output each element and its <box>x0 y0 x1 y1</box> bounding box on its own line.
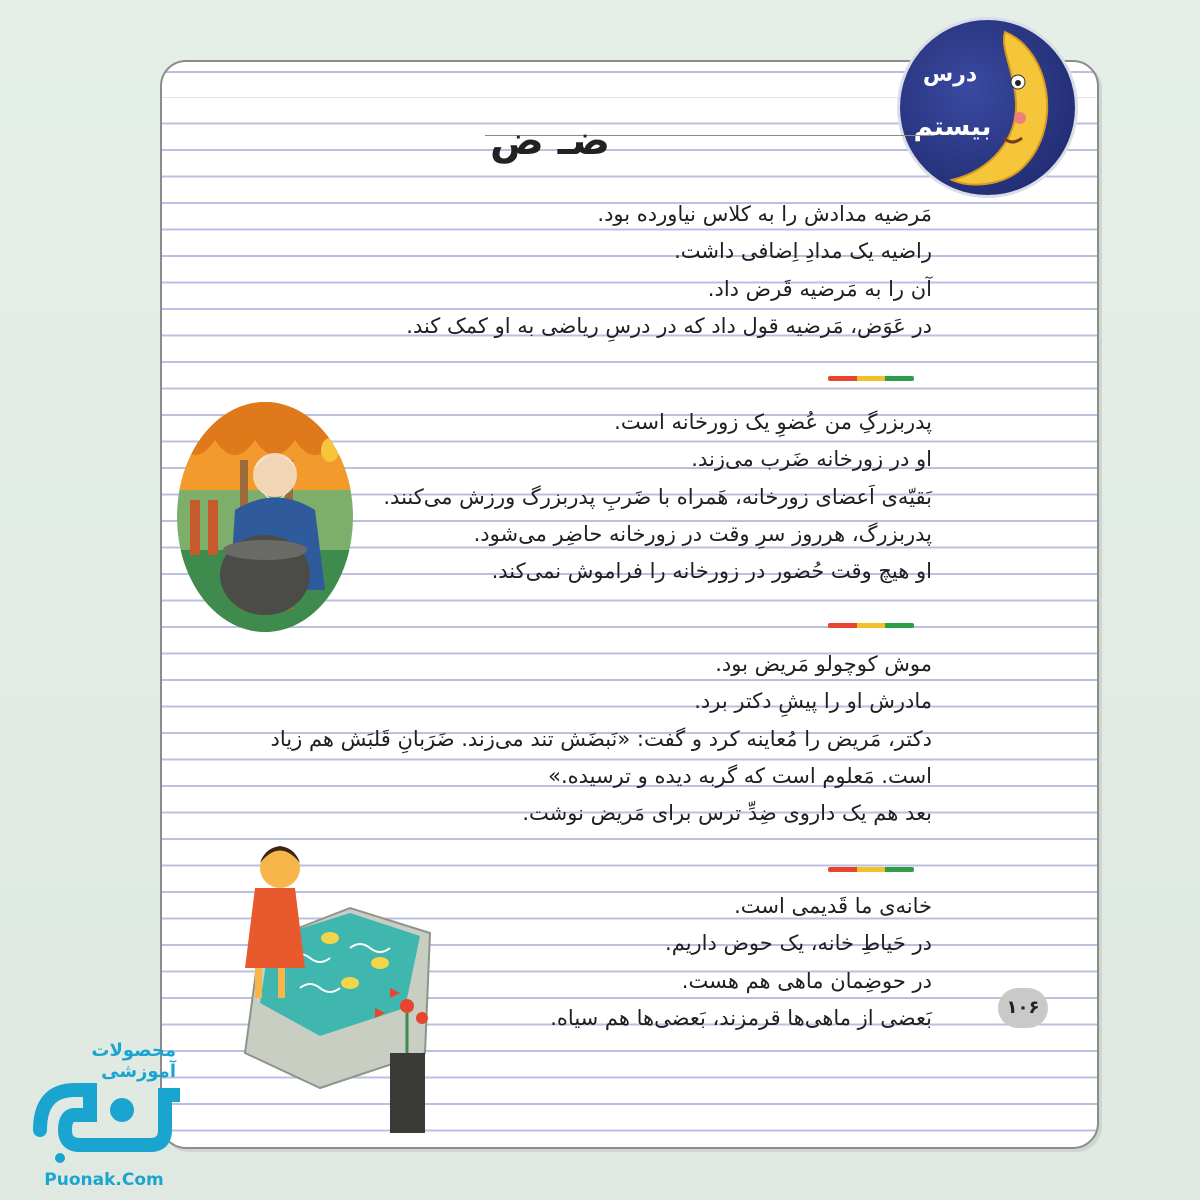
divider-yellow <box>857 623 886 628</box>
text-line: در عَوَض، مَرضیه قول داد که در درسِ ریاضی به او کمک کند. <box>406 313 932 338</box>
divider-yellow <box>857 867 886 872</box>
text-line: موش کوچولو مَریض بود. <box>715 652 932 676</box>
lesson-badge <box>900 20 1075 195</box>
text-line: راضیه یک مدادِ اِضافی داشت. <box>674 239 932 264</box>
section-divider <box>828 867 914 872</box>
brand-tagline: محصولات آموزشی <box>91 1040 176 1082</box>
text-line: پدربزرگِ من عُضوِ یک زورخانه است. <box>614 410 932 434</box>
text-line: خانه‌ی ما قَدیمی است. <box>734 894 932 918</box>
text-line: بَعضی از ماهی‌ها قرمزند، بَعضی‌ها هم سیاه. <box>550 1005 932 1030</box>
text-line: در حَیاطِ خانه، یک حوض داریم. <box>665 931 932 956</box>
text-line: او در زورخانه ضَرب می‌زند. <box>691 447 932 472</box>
paragraph-3 <box>152 646 932 832</box>
text-line: بَقیّه‌ی اَعضای زورخانه، هَمراه با ضَربِ پدربزرگ ورزش می‌کنند. <box>383 484 932 509</box>
divider-yellow <box>857 376 886 381</box>
moon-icon <box>900 20 1075 195</box>
text-line: او هیچ وقت حُضور در زورخانه را فراموش نمی‌کند. <box>491 559 932 584</box>
page-number: ۱۰۶ <box>998 988 1048 1028</box>
divider-red <box>828 376 857 381</box>
section-divider <box>828 623 914 628</box>
text-line: است. مَعلوم است که گربه دیده و ترسیده.» <box>548 763 932 788</box>
divider-green <box>885 376 914 381</box>
divider-red <box>828 623 857 628</box>
badge-label-bottom: بیستم <box>913 112 992 142</box>
text-line: بعد هم یک داروی ضِدِّ ترس برای مَریض نوشت. <box>522 801 932 826</box>
text-line: دکتر، مَریض را مُعاینه کرد و گفت: «نَبضَش تند می‌زند. ضَرَبانِ قَلبَش هم زیاد <box>270 726 932 751</box>
divider-green <box>885 867 914 872</box>
paragraph-1 <box>272 196 932 345</box>
text-line: در حوضِمان ماهی هم هست. <box>681 968 932 993</box>
text-line: آن را به مَرضیه قَرض داد. <box>707 276 932 301</box>
divider-red <box>828 867 857 872</box>
paragraph-2 <box>272 404 932 590</box>
badge-label-top: درس <box>922 62 978 87</box>
grandfather-drum-illustration <box>175 400 355 635</box>
pool-girl-illustration <box>200 838 450 1138</box>
section-divider <box>828 376 914 381</box>
text-line: مادرش او را پیشِ دکتر برد. <box>694 689 932 714</box>
text-line: مَرضیه مدادش را به کلاس نیاورده بود. <box>597 202 932 226</box>
brand-website: Puonak.Com <box>44 1170 164 1190</box>
page-title: ضـ ض <box>489 118 611 164</box>
divider-green <box>885 623 914 628</box>
puonak-logo-icon <box>30 1070 180 1165</box>
text-line: پدربزرگ، هرروز سرِ وقت در زورخانه حاضِر می‌شود. <box>473 521 932 546</box>
